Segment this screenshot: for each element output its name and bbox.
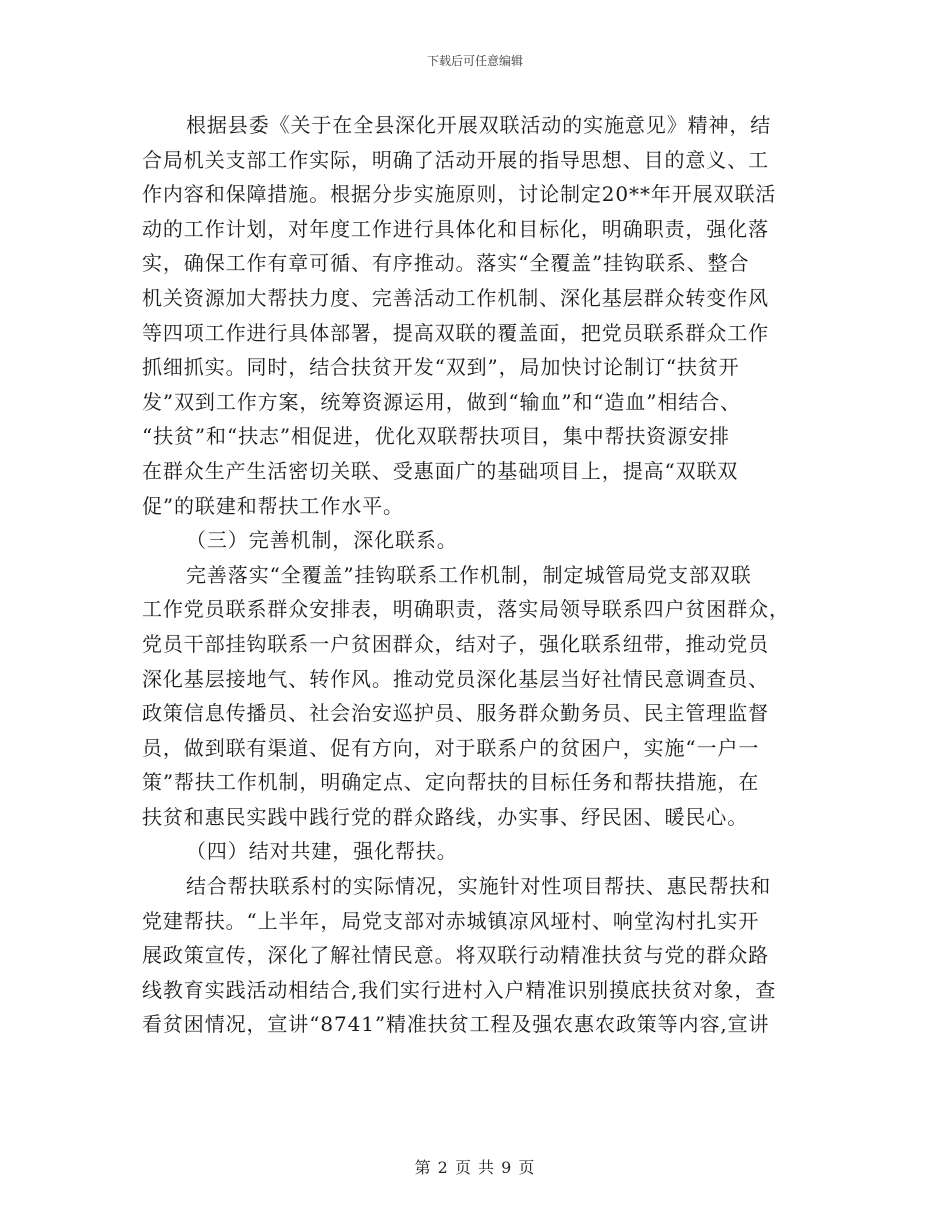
text-line: 党建帮扶。“上半年，局党支部对赤城镇凉风垭村、响堂沟村扎实开	[142, 908, 760, 933]
text-line: 促”的联建和帮扶工作水平。	[142, 493, 404, 518]
text-line: 机关资源加大帮扶力度、完善活动工作机制、深化基层群众转变作风	[142, 285, 769, 310]
text-line: 作内容和保障措施。根据分步实施原则，讨论制定20**年开展双联活	[142, 182, 777, 207]
header-note: 下载后可任意编辑	[426, 54, 523, 68]
text-line: 看贫困情况，宣讲“8741”精准扶贫工程及强农惠农政策等内容,宣讲	[142, 1012, 770, 1037]
text-line: （三）完善机制，深化联系。	[186, 528, 458, 553]
text-line: 等四项工作进行具体部署，提高双联的覆盖面，把党员联系群众工作	[142, 320, 769, 345]
text-line: 实，确保工作有章可循、有序推动。落实“全覆盖”挂钩联系、整合	[142, 251, 750, 276]
document-body	[142, 108, 812, 1042]
text-line: 合局机关支部工作实际，明确了活动开展的指导思想、目的意义、工	[142, 147, 769, 172]
text-line: 政策信息传播员、社会治安巡护员、服务群众勤务员、民主管理监督	[142, 701, 769, 726]
text-line: 扶贫和惠民实践中践行党的群众路线，办实事、纾民困、暖民心。	[142, 804, 749, 829]
page-number: 第 2 页 共 9 页	[414, 1158, 536, 1177]
text-line: 党员干部挂钩联系一户贫困群众，结对子，强化联系纽带，推动党员	[142, 631, 769, 656]
text-line: 员，做到联有渠道、促有方向，对于联系户的贫困户，实施“一户一	[142, 735, 760, 760]
text-line: 根据县委《关于在全县深化开展双联活动的实施意见》精神，结	[186, 113, 772, 137]
text-line: 完善落实“全覆盖”挂钩联系工作机制，制定城管局党支部双联	[186, 562, 752, 587]
text-line: 线教育实践活动相结合,我们实行进村入户精准识别摸底扶贫对象，查	[142, 977, 777, 1002]
text-line: （四）结对共建，强化帮扶。	[186, 839, 458, 864]
text-line: 在群众生产生活密切关联、受惠面广的基础项目上，提高“双联双	[142, 458, 739, 483]
text-line: 结合帮扶联系村的实际情况，实施针对性项目帮扶、惠民帮扶和	[186, 874, 772, 899]
text-line: 抓细抓实。同时，结合扶贫开发“双到”，局加快讨论制订“扶贫开	[142, 355, 740, 380]
text-line: 工作党员联系群众安排表，明确职责，落实局领导联系四户贫困群众，	[142, 597, 790, 622]
text-line: 策”帮扶工作机制，明确定点、定向帮扶的目标任务和帮扶措施，在	[142, 770, 760, 795]
text-line: 展政策宣传，深化了解社情民意。将双联行动精准扶贫与党的群众路	[142, 943, 769, 968]
text-line: 动的工作计划，对年度工作进行具体化和目标化，明确职责，强化落	[142, 216, 769, 241]
text-line: 发”双到工作方案，统筹资源运用，做到“输血”和“造血”相结合、	[142, 389, 742, 414]
text-line: 深化基层接地气、转作风。推动党员深化基层当好社情民意调查员、	[142, 666, 769, 691]
text-line: “扶贫”和“扶志”相促进，优化双联帮扶项目，集中帮扶资源安排	[142, 424, 730, 449]
